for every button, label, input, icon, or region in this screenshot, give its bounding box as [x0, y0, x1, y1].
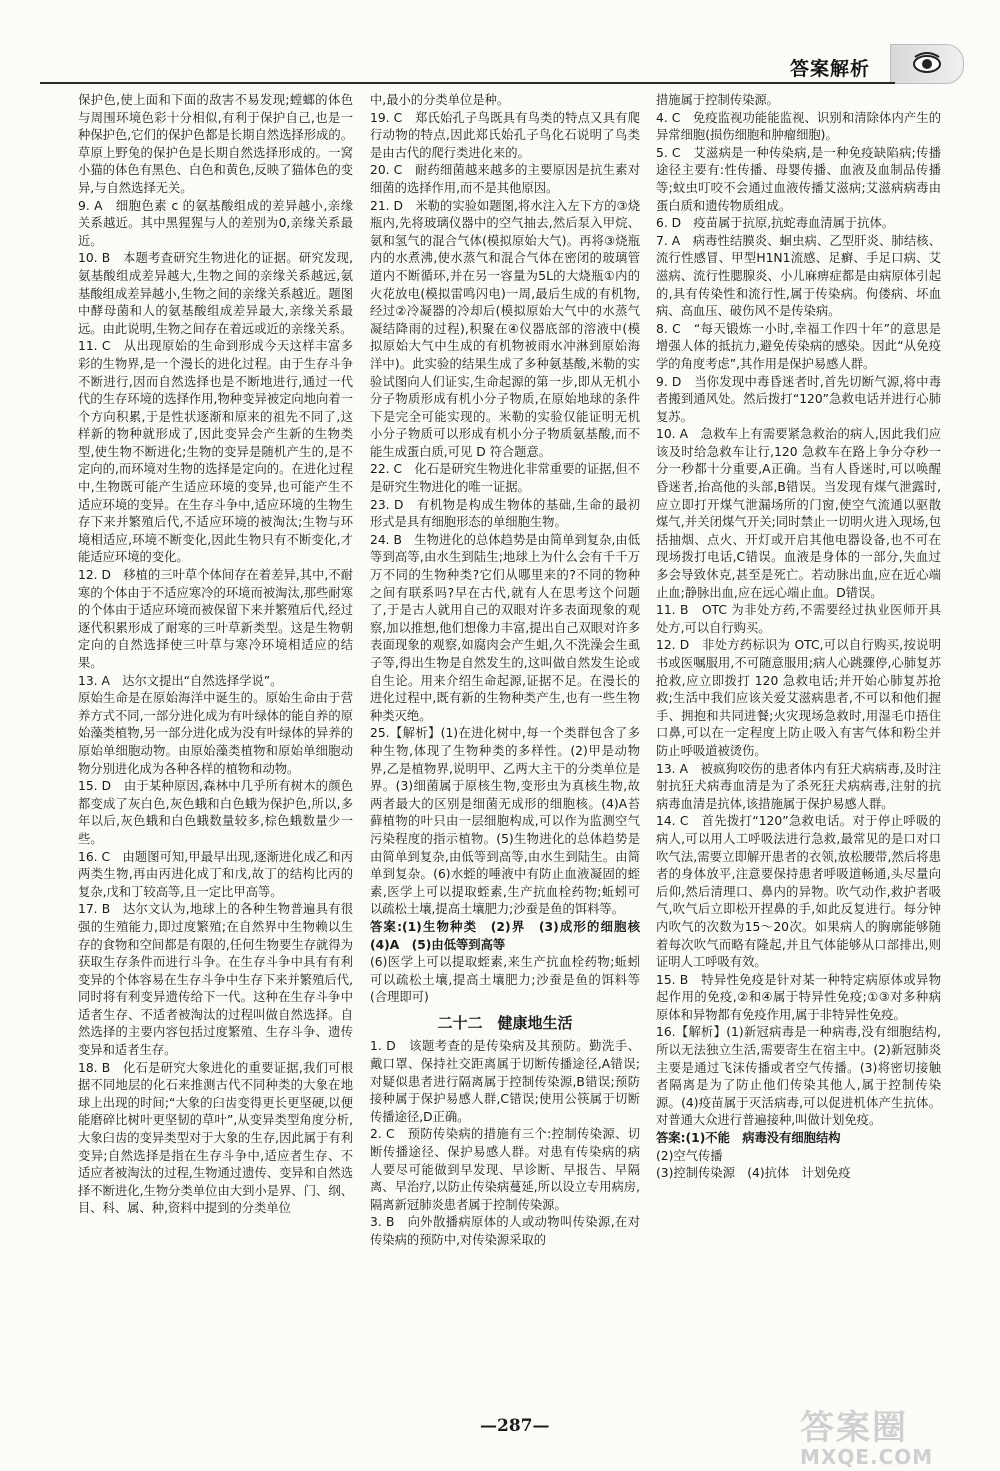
- answer-item: 1. D 该题考查的是传染病及其预防。勤洗手、戴口罩、保持社交距离属于切断传播途径,A错误;对疑似患者进行隔离属于控制传染源,B错误;预防接种属于保护易感人群,C错误;使用公筷属于切断传播途径,D正确。: [370, 1039, 640, 1124]
- answer-item: 2. C 预防传染病的措施有三个:控制传染源、切断传播途径、保护易感人群。对患有传染病的病人要尽可能做到早发现、早诊断、早报告、早隔离、早治疗,以防止传染病蔓延,所以设立专用病房,隔离新冠肺炎患者属于控制传染源。: [370, 1127, 640, 1212]
- answer-item: 10. A 急救车上有需要紧急救治的病人,因此我们应该及时给急救车让行,120 急救车在路上争分夺秒一分一秒都十分重要,A正确。当有人昏迷时,可以唤醒昏迷者,抬高他的头部,B错误。当发现有煤气泄露时,应立即打开煤气泄漏场所的门窗,使空气流通以驱散煤气,并关闭煤气开关;同时禁止一切明火进入现场,包括抽烟、点火、开灯或开启其他电器设备,也不可在现场拨打电话,C错误。血液是身体的一部分,失血过多会导致休克,甚至是死亡。若动脉出血,应在近心端止血;静脉出血,应在远心端止血。D错误。: [656, 427, 941, 600]
- answer-item: 5. C 艾滋病是一种传染病,是一种免疫缺陷病;传播途径主要有:性传播、母婴传播、血液及血制品传播等;蚊虫叮咬不会通过血液传播艾滋病;艾滋病病毒由蛋白质和遗传物质组成。: [656, 145, 941, 213]
- header-rule: [40, 82, 895, 84]
- header-tab: [890, 44, 964, 84]
- answer-item: 15. D 由于某种原因,森林中几乎所有树木的颜色都变成了灰白色,灰色蛾和白色蛾为保护色,所以,多年以后,灰色蛾和白色蛾数量较多,棕色蛾数量少一些。: [78, 779, 353, 846]
- watermark-url: MXQE.COM: [800, 1445, 934, 1469]
- answer-item: 16. C 由题图可知,甲最早出现,逐渐进化成乙和丙两类生物,再由丙进化成丁和戊,故丁的结构比丙的复杂,戊和丁较高等,且一定比甲高等。: [78, 849, 353, 899]
- answer-item: 12. D 移植的三叶草个体间存在着差异,其中,不耐寒的个体由于不适应寒冷的环境而被淘汰,那些耐寒的个体由于适应环境而被保留下来并繁殖后代,经过逐代积累形成了耐寒的三叶草新类型。这是生物朝定向的自然选择使三叶草与寒冷环境相适应的结果。: [78, 568, 353, 670]
- answer-item: 原始生命是在原始海洋中诞生的。原始生命由于营养方式不同,一部分进化成为有叶绿体的能自养的原始藻类植物,另一部分进化成为没有叶绿体的异养的原始单细胞动物。由原始藻类植物和原始单细胞动物分别进化成为各种各样的植物和动物。: [78, 691, 353, 776]
- column-1: [78, 92, 353, 1218]
- answer-item: 11. C 从出现原始的生命到形成今天这样丰富多彩的生物界,是一个漫长的进化过程。由于生存斗争不断进行,因而自然选择也是不断地进行,通过一代代的生存环境的选择作用,物种变异被定向地向着一个方向积累,于是性状逐渐和原来的祖先不同了,这样新的物种就形成了,因此变异会产生新的生物类型,使生物不断进化;生物的变异是随机产生的,是不定向的,而环境对生物的选择是定向的。在进化过程中,生物既可能产生适应环境的变异,也可能产生不适应环境的变异。在生存斗争中,适应环境的生物生存下来并繁殖后代,不适应环境的被淘汰;生物与环境相适应,环境不断变化,因此生物只有不断变化,才能适应环境的变化。: [78, 339, 353, 565]
- answer-item: 7. A 病毒性结膜炎、蛔虫病、乙型肝炎、肺结核、流行性感冒、甲型H1N1流感、足癣、手足口病、艾滋病、流行性腮腺炎、小儿麻痹症都是由病原体引起的,具有传染性和流行性,属于传染病。佝偻病、坏血病、高血压、破伤风不是传染病。: [656, 233, 941, 319]
- answer-item: 22. C 化石是研究生物进化非常重要的证据,但不是研究生物进化的唯一证据。: [370, 462, 640, 495]
- eye-icon: [911, 51, 943, 75]
- answer-item: 9. D 当你发现中毒昏迷者时,首先切断气源,将中毒者搬到通风处。然后拨打“120”急救电话并进行心肺复苏。: [656, 374, 941, 424]
- column-2: [370, 92, 653, 1250]
- text-block: 措施属于控制传染源。: [656, 93, 779, 107]
- answer-item: 3. B 向外散播病原体的人或动物叫传染源,在对传染病的预防中,对传染源采取的: [370, 1215, 640, 1247]
- answer-item: (2)空气传播: [656, 1148, 723, 1163]
- answer-item: 14. C 首先拨打“120”急救电话。对于停止呼吸的病人,可以用人工呼吸法进行急救,最常见的是口对口吹气法,需要立即解开患者的衣领,放松腰带,然后将患者的身体放平,注意要保持患者呼吸道畅通,头尽量向后仰,然后清理口、鼻内的异物。吹气动作,救护者吸气,吹气后立即松开捏鼻的手,如此反复进行。每分钟内吹气的次数为15～20次。如果病人的胸廓能够随着每次吹气而略有隆起,并且气体能够从口部排出,则证明人工呼吸有效。: [656, 814, 941, 970]
- answer-item: 20. C 耐药细菌越来越多的主要原因是抗生素对细菌的选择作用,而不是其他原因。: [370, 163, 640, 195]
- answer-item: 8. C “每天锻炼一小时,幸福工作四十年”的意思是增强人体的抵抗力,避免传染病的感染。因此“从免疫学的角度考虑”,其作用是保护易感人群。: [656, 321, 941, 371]
- header-title: 答案解析: [790, 58, 871, 80]
- watermark-logo: 答案圈: [800, 1408, 908, 1448]
- answer-item: 23. D 有机物是构成生物体的基础,生命的最初形式是具有细胞形态的单细胞生物。: [370, 497, 640, 530]
- answer-item: (3)控制传染源 (4)抗体 计划免疫: [656, 1166, 851, 1181]
- answer-item: 13. A 被疯狗咬伤的患者体内有狂犬病病毒,及时注射抗狂犬病毒血清是为了杀死狂犬病病毒,注射的抗病毒血清是抗体,该措施属于保护易感人群。: [656, 761, 941, 811]
- page-number: —287—: [480, 1416, 550, 1436]
- answer-item: 24. B 生物进化的总体趋势是由简单到复杂,由低等到高等,由水生到陆生;地球上为什么会有千千万万不同的生物种类?它们从哪里来的?不同的物种之间有联系吗?早在古代,就有人在思考这个问题了,于是古人就用自己的双眼对许多表面现象的观察,加以推想,他们想像力丰富,提出自己双眼对许多表面现象的观察,如腐肉会产生蛆,久不洗澡会生虱子等,得出生物是自然发生的,这叫做自然发生论或自生论。用来介绍生命起源,证据不足。在漫长的进化过程中,既有新的生物种类产生,也有一些生物种类灭绝。: [370, 532, 640, 723]
- watermark: [800, 1400, 980, 1469]
- answer-item: 15. B 特异性免疫是针对某一种特定病原体或异物起作用的免疫,②和④属于特异性免疫;①③对多种病原体和异物都有免疫作用,属于非特异性免疫。: [656, 972, 941, 1022]
- answer-summary: 答案:(1)不能 病毒没有细胞结构: [656, 1131, 841, 1146]
- answer-item: 25.【解析】(1)在进化树中,每一个类群包含了多种生物,体现了生物种类的多样性。(2)甲是动物界,乙是植物界,说明甲、乙两大主干的分类单位是界。(3)细菌属于原核生物,变形虫为真核生物,故两者最大的区别是细菌无成形的细胞核。(4)A苔藓植物的叶只由一层细胞构成,可以作为监测空气污染程度的指示植物。(5)生物进化的总体趋势是由简单到复杂,由低等到高等,由水生到陆生。由简单到复杂。(6)水蛭的唾液中有防止血液凝固的蛭素,医学上可以提取蛭素,生产抗血栓药物;蚯蚓可以疏松土壤,提高土壤肥力;沙蚕是鱼的饵料等。: [370, 726, 640, 917]
- answer-item: (6)医学上可以提取蛭素,来生产抗血栓药物;蚯蚓可以疏松土壤,提高土壤肥力;沙蚕是鱼的饵料等(合理即可): [370, 955, 640, 1005]
- answer-item: 4. C 免疫监视功能能监视、识别和清除体内产生的异常细胞(损伤细胞和肿瘤细胞)。: [656, 110, 941, 143]
- answer-item: 10. B 本题考查研究生物进化的证据。研究发现,氨基酸组成差异越大,生物之间的亲缘关系越远,氨基酸组成差异越小,生物之间的亲缘关系越近。题图中酵母菌和人的氨基酸组成差异最大,亲缘关系最远。由此说明,生物之间存在着远或近的亲缘关系。: [78, 251, 353, 336]
- answer-item: 11. B OTC 为非处方药,不需要经过执业医师开具处方,可以自行购买。: [656, 603, 941, 635]
- text-block: 保护色,使上面和下面的敌害不易发现;螳螂的体色与周围环境色彩十分相似,有利于保护自己,也是一种保护色,它们的保护色都是长期自然选择形成的。草原上野兔的保护色是长期自然选择形成的。一窝小猫的体色有黑色、白色和黄色,反映了猫体色的变异,与自然选择无关。: [78, 93, 353, 195]
- page-header: [0, 38, 1000, 90]
- answer-item: 12. D 非处方药标识为 OTC,可以自行购买,按说明书或医嘱服用,不可随意服用;病人心跳骤停,心肺复苏抢救,应立即拨打 120 急救电话;并开始心肺复苏抢救;生活中我们应该关爱艾滋病患者,不可以和他们握手、拥抱和共同进餐;火灾现场急救时,用湿毛巾捂住口鼻,可以在一定程度上防止吸入有害气体和粉尘并防止呼吸道被烫伤。: [656, 638, 941, 758]
- answer-item: 18. B 化石是研究大象进化的重要证据,我们可根据不同地层的化石来推测古代不同种类的大象在地球上出现的时间;“大象的臼齿变得更长更坚硬,以便能磨碎比树叶更坚韧的草叶”,从变异类型角度分析,大象臼齿的变异类型对于大象的生存,因此属于有利变异;自然选择是指在生存斗争中,适应者生存、不适应者被淘汰的过程,生物通过遗传、变异和自然选择不断进化,生物分类单位由大到小是界、门、纲、目、科、属、种,资料中提到的分类单位: [78, 1060, 353, 1216]
- answer-item: 17. B 达尔文认为,地球上的各种生物普遍具有很强的生殖能力,即过度繁殖;在自然界中生物赖以生存的食物和空间都是有限的,任何生物要生存就得为获取生存条件而进行斗争。在生存斗争中具有有利变异的个体容易在生存斗争中生存下来并繁殖后代,同时将有利变异遗传给下一代。这种在生存斗争中适者生存、不适者被淘汰的过程叫做自然选择。自然选择的主要内容包括过度繁殖、生存斗争、遗传变异和适者生存。: [78, 902, 353, 1058]
- answer-item: 9. A 细胞色素 c 的氨基酸组成的差异越小,亲缘关系越近。其中黑猩猩与人的差别为0,亲缘关系最近。: [78, 198, 353, 248]
- answer-item: 6. D 疫苗属于抗原,抗蛇毒血清属于抗体。: [656, 216, 895, 231]
- answer-summary: 答案:(1)生物种类 (2)界 (3)成形的细胞核 (4)A (5)由低等到高等: [370, 919, 653, 952]
- text-block: 中,最小的分类单位是种。: [370, 93, 510, 107]
- answer-item: 19. C 郑氏始孔子鸟既具有鸟类的特点又具有爬行动物的特点,因此郑氏始孔子鸟化石说明了鸟类是由古代的爬行类进化来的。: [370, 110, 640, 160]
- column-3: [656, 92, 941, 1183]
- answer-item: 21. D 米勒的实验如题图,将水注入左下方的③烧瓶内,先将玻璃仪器中的空气抽去,然后泵入甲烷、氨和氢气的混合气体(模拟原始大气)。再将③烧瓶内的水煮沸,使水蒸气和混合气体在密闭的玻璃管道内不断循环,并在另一容量为5L的大烧瓶①内的火花放电(模拟雷鸣闪电)一周,最后生成的有机物,经过②冷凝器的冷却后(模拟原始大气中的水蒸气凝结降雨的过程),积聚在④仪器底部的溶液中(模拟原始大气中生成的有机物被雨水冲淋到原始海洋中)。此实验的结果生成了多种氨基酸,米勒的实验试图向人们证实,生命起源的第一步,即从无机小分子物质形成有机小分子物质,在原始地球的条件下是完全可能实现的。米勒的实验仅能证明无机小分子物质可以形成有机小分子物质氨基酸,而不能生成蛋白质,可见 D 符合题意。: [370, 198, 640, 459]
- answer-item: 13. A 达尔文提出“自然选择学说”。: [78, 673, 283, 688]
- section-heading: 二十二 健康地生活: [437, 1013, 573, 1032]
- answer-item: 16.【解析】(1)新冠病毒是一种病毒,没有细胞结构,所以无法独立生活,需要寄生在宿主中。(2)新冠肺炎主要是通过飞沫传播或者空气传播。(3)将密切接触者隔离是为了防止他们传染其他人,属于控制传染源。(4)疫苗属于灭活病毒,可以促进机体产生抗体。对普通大众进行普遍接种,叫做计划免疫。: [656, 1025, 941, 1128]
